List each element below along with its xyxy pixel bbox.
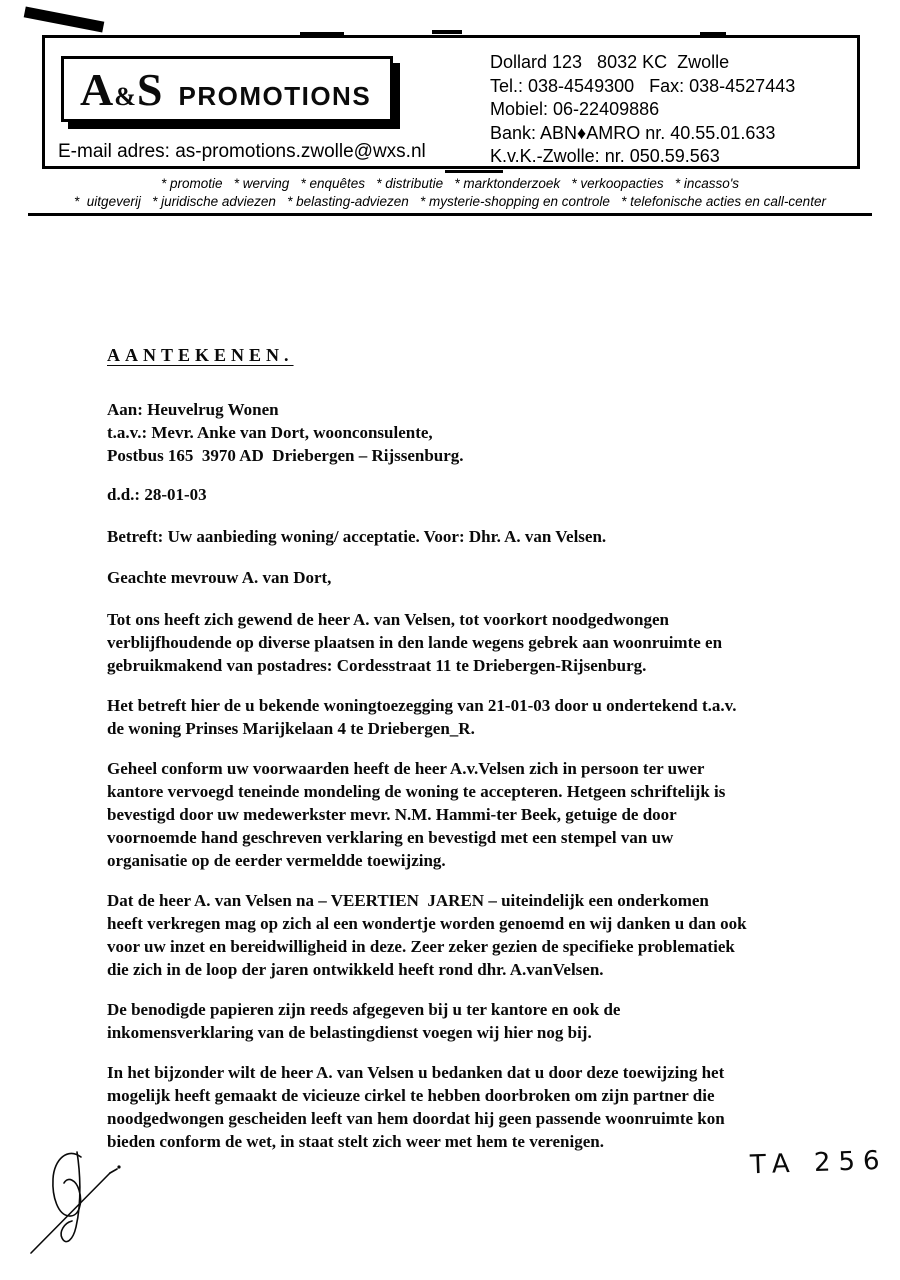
signature-scribble (24, 1143, 132, 1261)
paragraph (107, 694, 839, 740)
text-line: Postbus 165 3970 AD Driebergen – Rijssenburg. (107, 446, 464, 465)
scan-artifact (432, 30, 462, 34)
email-address: E-mail adres: as-promotions.zwolle@wxs.nl (58, 141, 426, 162)
text-line: bevestigd door uw medewerkster mevr. N.M. Hammi-ter Beek, getuige de door (107, 805, 677, 824)
scan-artifact (24, 6, 105, 32)
text-line: de woning Prinses Marijkelaan 4 te Driebergen_R. (107, 719, 475, 738)
text-line: Mobiel: 06-22409886 (490, 99, 660, 119)
divider-line (28, 213, 872, 216)
text-line: heeft verkregen mag op zich al een wondertje worden genoemd en wij danken u dan ook (107, 914, 747, 933)
text-line: gebruikmakend van postadres: Cordesstraat 11 te Driebergen-Rijsenburg. (107, 656, 647, 675)
text-line: Aan: Heuvelrug Wonen (107, 400, 279, 419)
text-line: * uitgeverij * juridische adviezen * belasting-adviezen * mysterie-shopping en controle * telefonische acties en call-center (74, 194, 826, 209)
letterhead (42, 35, 860, 169)
paragraph (107, 889, 839, 981)
salutation: Geachte mevrouw A. van Dort, (107, 568, 332, 587)
text-line: voornoemde hand geschreven verklaring en bevestigd met een stempel van uw (107, 828, 674, 847)
company-logo (61, 56, 393, 122)
services-taglines (30, 175, 870, 211)
text-line: bieden conform de wet, in staat stelt zich weer met hem te verenigen. (107, 1132, 604, 1151)
letter-body (107, 344, 839, 1170)
text-line: Het betreft hier de u bekende woningtoezegging van 21-01-03 door u ondertekend t.a.v. (107, 696, 737, 715)
text-line: Dat de heer A. van Velsen na – VEERTIEN JAREN – uiteindelijk een onderkomen (107, 891, 709, 910)
subject-line: Betreft: Uw aanbieding woning/ acceptatie. Voor: Dhr. A. van Velsen. (107, 527, 607, 546)
text-line: noodgedwongen gescheiden leeft van hem doordat hij geen passende woonruimte kon (107, 1109, 725, 1128)
date-line: d.d.: 28-01-03 (107, 485, 207, 504)
logo-letter-s: S (136, 64, 163, 115)
paragraph (107, 757, 839, 872)
text-line: De benodigde papieren zijn reeds afgegeven bij u ter kantore en ook de (107, 1000, 621, 1019)
text-line: verblijfhoudende op diverse plaatsen in den lande wegens gebrek aan woonruimte en (107, 633, 723, 652)
text-line: Geheel conform uw voorwaarden heeft de heer A.v.Velsen zich in persoon ter uwer (107, 759, 705, 778)
handwritten-code: TA 256 (749, 1145, 889, 1181)
text-line: Dollard 123 8032 KC Zwolle (490, 52, 730, 72)
text-line: organisatie op de eerder vermeldde toewijzing. (107, 851, 446, 870)
text-line: K.v.K.-Zwolle: nr. 050.59.563 (490, 146, 720, 166)
paragraph (107, 608, 839, 677)
paragraph (107, 998, 839, 1044)
text-line: Bank: ABN♦AMRO nr. 40.55.01.633 (490, 122, 776, 143)
scan-artifact (445, 170, 503, 173)
recipient-address (107, 398, 839, 467)
text-line: t.a.v.: Mevr. Anke van Dort, woonconsulente, (107, 423, 433, 442)
text-line: die zich in de loop der jaren ontwikkeld heeft rond dhr. A.vanVelsen. (107, 960, 604, 979)
text-line: * promotie * werving * enquêtes * distributie * marktonderzoek * verkoopacties * incasso's (160, 176, 740, 191)
text-line: inkomensverklaring van de belastingdienst voegen wij hier nog bij. (107, 1023, 592, 1042)
logo-word: PROMOTIONS (178, 81, 372, 111)
text-line: voor uw inzet en bereidwilligheid in deze. Zeer zeker gezien de specifieke problematiek (107, 937, 735, 956)
text-line: Tel.: 038-4549300 Fax: 038-4527443 (490, 75, 796, 96)
text-line: mogelijk heeft gemaakt de vicieuze cirkel te hebben doorbroken om zijn partner die (107, 1086, 715, 1105)
logo-letter-a: A (80, 64, 114, 115)
letter-paragraphs (107, 608, 839, 1153)
text-line: Tot ons heeft zich gewend de heer A. van Velsen, tot voorkort noodgedwongen (107, 610, 669, 629)
text-line: In het bijzonder wilt de heer A. van Velsen u bedanken dat u door deze toewijzing het (107, 1063, 725, 1082)
text-line: kantore vervoegd teneinde mondeling de woning te accepteren. Hetgeen schriftelijk is (107, 782, 726, 801)
registered-mail-label: AANTEKENEN. (107, 345, 294, 365)
logo-ampersand: & (114, 82, 136, 111)
contact-info (490, 51, 795, 169)
paragraph (107, 1061, 839, 1153)
